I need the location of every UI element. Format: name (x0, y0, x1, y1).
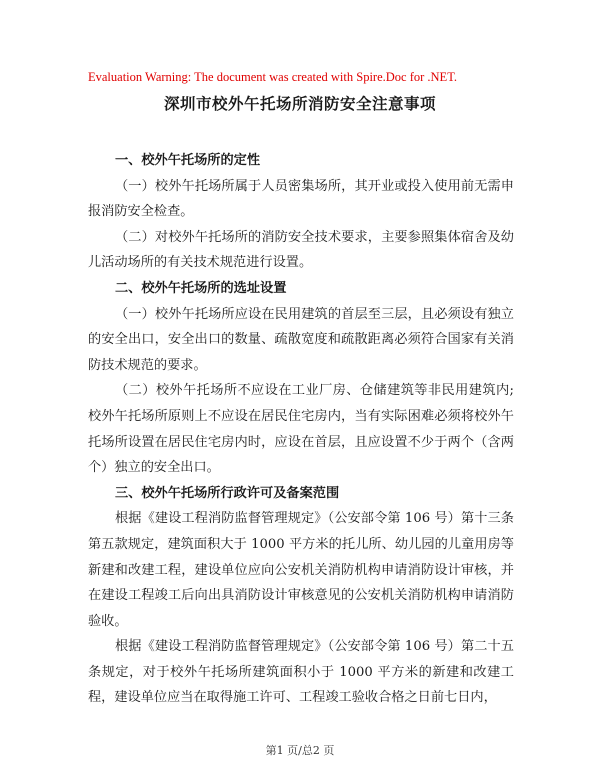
document-body (88, 148, 514, 711)
section-heading-3: 三、校外午托场所行政许可及备案范围 (115, 485, 340, 501)
section-heading-2: 二、校外午托场所的选址设置 (115, 280, 287, 296)
paragraph-2-2: （二）校外午托场所不应设在工业厂房、仓储建筑等非民用建筑内;校外午托场所原则上不应设在居民住宅房内，当有实际困难必须将校外午托场所设置在居民住宅房内时，应设在首层，且应设置不少于两个（含两个）独立的安全出口。 (88, 383, 514, 476)
paragraph-2-1: （一）校外午托场所应设在民用建筑的首层至三层，且必须设有独立的安全出口，安全出口的数量、疏散宽度和疏散距离必须符合国家有关消防技术规范的要求。 (88, 306, 514, 373)
paragraph-3-1: 根据《建设工程消防监督管理规定》（公安部令第 106 号）第十三条第五款规定，建筑面积大于 1000 平方米的托儿所、幼儿园的儿童用房等新建和改建工程，建设单位应向公安机关消防机构申请消防设计审核，并在建设工程竣工后向出具消防设计审核意见的公安机关消防机构申请消防验收。 (88, 511, 514, 629)
evaluation-warning: Evaluation Warning: The document was created with Spire.Doc for .NET. (88, 70, 458, 84)
paragraph-3-2: 根据《建设工程消防监督管理规定》（公安部令第 106 号）第二十五条规定，对于校外午托场所建筑面积小于 1000 平方米的新建和改建工程，建设单位应当在取得施工许可、工程竣工验收合格之日前七日内， (88, 639, 514, 706)
section-heading-1: 一、校外午托场所的定性 (115, 153, 261, 168)
paragraph-1-1: （一）校外午托场所属于人员密集场所，其开业或投入使用前无需申报消防安全检查。 (88, 178, 514, 220)
document-title: 深圳市校外午托场所消防安全注意事项 (163, 94, 436, 113)
paragraph-1-2: （二）对校外午托场所的消防安全技术要求，主要参照集体宿舍及幼儿活动场所的有关技术规范进行设置。 (88, 229, 514, 271)
page-number-footer: 第1 页/总2 页 (265, 744, 335, 757)
